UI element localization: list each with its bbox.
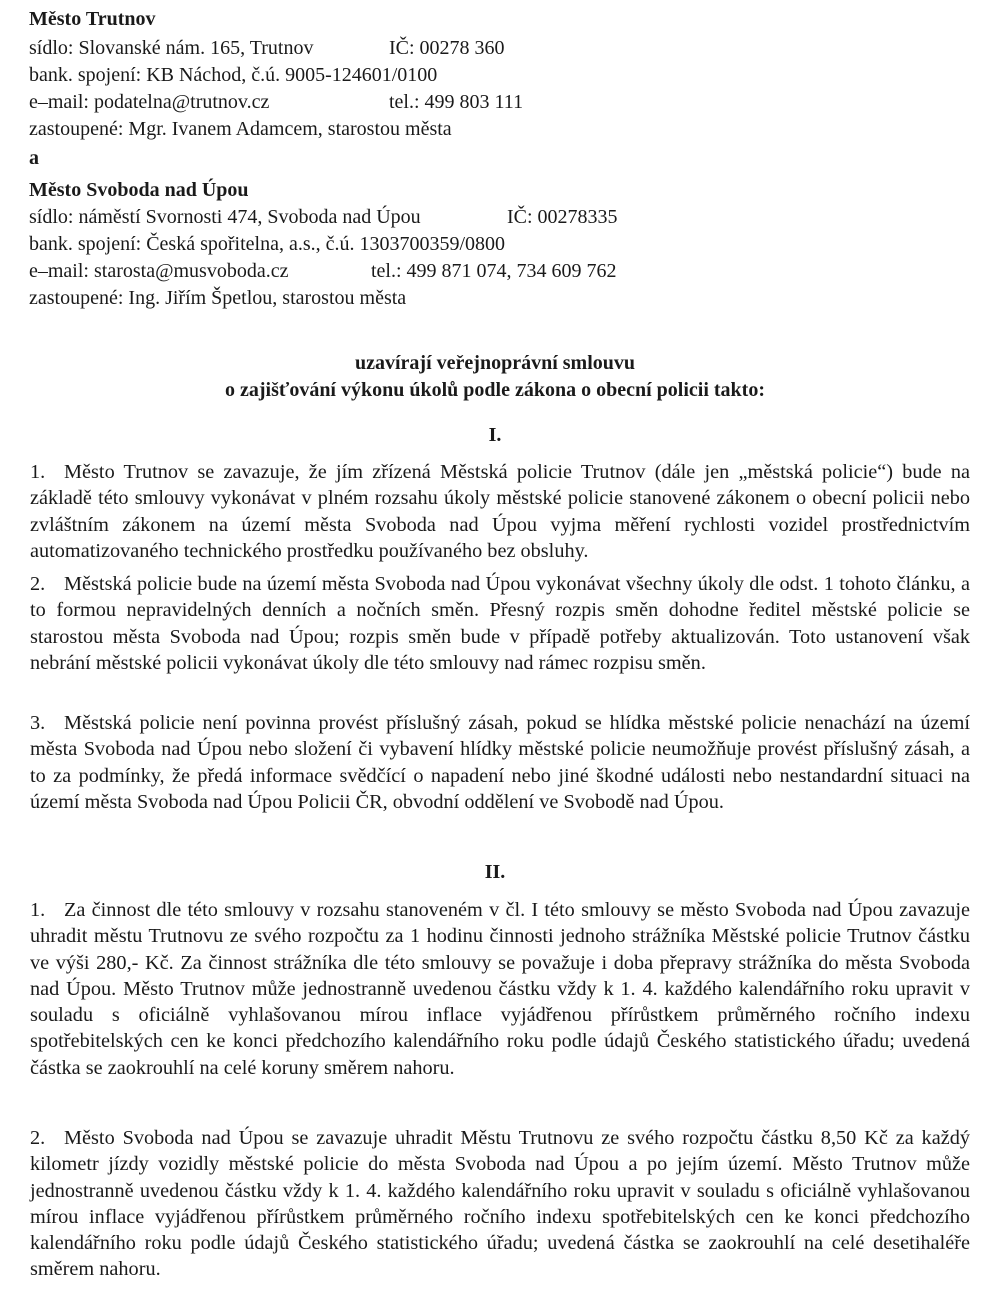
party1-contact xyxy=(29,90,523,114)
paragraph-number: 3. xyxy=(30,712,46,734)
connector-a: a xyxy=(29,147,39,169)
paragraph-number: 1. xyxy=(30,899,46,921)
section-2-paragraph-2 xyxy=(30,1125,970,1283)
party2-representative: zastoupené: Ing. Jiřím Špetlou, starostou města xyxy=(29,287,407,309)
paragraph-text: Městská policie není povinna provést příslušný zásah, pokud se hlídka městské policie nenachází na území města Svoboda nad Úpou nebo složení či vybavení hlídky městské policie neumožňuje provést příslušný zásah, a to za podmínky, že předá informace svědčící o napadení nebo jiné škodné události nebo nestandardní situaci na území města Svoboda nad Úpou Policii ČR, obvodní oddělení ve Svobodě nad Úpou. xyxy=(30,712,970,813)
paragraph-number: 2. xyxy=(30,1127,46,1149)
party1-sidlo: sídlo: Slovanské nám. 165, Trutnov xyxy=(29,37,314,59)
party1-address xyxy=(29,36,505,60)
section-2-title: II. xyxy=(484,861,506,883)
party1-tel: tel.: 499 803 111 xyxy=(389,91,524,113)
paragraph-number: 2. xyxy=(30,573,46,595)
paragraph-text: Město Svoboda nad Úpou se zavazuje uhradit Městu Trutnovu ze svého rozpočtu částku 8,50 Kč za každý kilometr jízdy vozidly městské policie do města Svoboda nad Úpou a po jejím území. Město Trutnov může jednostranně uvedenou částku vždy k 1. 4. každého kalendářního roku upravit v souladu s oficiálně vyhlašovanou mírou inflace vyjádřenou přírůstkem průměrného ročního indexu spotřebitelských cen ke konci předchozího kalendářního roku podle údajů Českého statistického úřadu; uvedená částka se zaokrouhlí na celé desetihaléře směrem nahoru. xyxy=(30,1127,970,1281)
contract-heading-line2: o zajišťování výkonu úkolů podle zákona o obecní policii takto: xyxy=(225,379,765,401)
section-2-paragraph-1 xyxy=(30,897,970,1081)
section-1-paragraph-2 xyxy=(30,571,970,676)
party2-tel: tel.: 499 871 074, 734 609 762 xyxy=(371,260,617,282)
paragraph-number: 1. xyxy=(30,461,46,483)
party1-email: e–mail: podatelna@trutnov.cz xyxy=(29,91,270,113)
party2-ic: IČ: 00278335 xyxy=(507,206,618,228)
party2-name: Město Svoboda nad Úpou xyxy=(29,179,249,201)
party2-address xyxy=(29,205,618,229)
party1-representative: zastoupené: Mgr. Ivanem Adamcem, starostou města xyxy=(29,118,452,140)
paragraph-text: Za činnost dle této smlouvy v rozsahu stanoveném v čl. I této smlouvy se město Svoboda nad Úpou zavazuje uhradit městu Trutnovu ze svého rozpočtu za 1 hodinu činnosti jednoho strážníka Městské policie Trutnov částku ve výši 280,- Kč. Za činnost strážníka dle této smlouvy se považuje i doba přepravy strážníka do města Svoboda nad Úpou. Město Trutnov může jednostranně uvedenou částku vždy k 1. 4. každého kalendářního roku upravit v souladu s oficiálně vyhlašovanou mírou inflace vyjádřenou přírůstkem průměrného ročního indexu spotřebitelských cen ke konci předchozího kalendářního roku podle údajů Českého statistického úřadu; uvedená částka se zaokrouhlí na celé koruny směrem nahoru. xyxy=(30,899,970,1079)
party1-ic: IČ: 00278 360 xyxy=(389,37,505,59)
party2-bank: bank. spojení: Česká spořitelna, a.s., č.ú. 1303700359/0800 xyxy=(29,233,506,255)
section-1-title: I. xyxy=(488,424,502,446)
contract-heading-line1: uzavírají veřejnoprávní smlouvu xyxy=(355,352,635,374)
party2-email: e–mail: starosta@musvoboda.cz xyxy=(29,260,289,282)
section-1-paragraph-3 xyxy=(30,710,970,815)
party2-sidlo: sídlo: náměstí Svornosti 474, Svoboda nad Úpou xyxy=(29,206,421,228)
party1-name: Město Trutnov xyxy=(29,8,156,30)
party2-contact xyxy=(29,259,617,283)
paragraph-text: Město Trutnov se zavazuje, že jím zřízená Městská policie Trutnov (dále jen „městská policie“) bude na základě této smlouvy vykonávat v plném rozsahu úkoly městské policie stanovené zákonem o obecní policii nebo zvláštním zákonem na území města Svoboda nad Úpou vyjma měření rychlosti vozidel prostřednictvím automatizovaného technického prostředku používaného bez obsluhy. xyxy=(30,461,970,562)
paragraph-text: Městská policie bude na území města Svoboda nad Úpou vykonávat všechny úkoly dle odst. 1 tohoto článku, a to formou nepravidelných denních a nočních směn. Přesný rozpis směn dohodne ředitel městské policie se starostou města Svoboda nad Úpou; rozpis směn bude v případě potřeby aktualizován. Toto ustanovení však nebrání městské policii vykonávat úkoly dle této smlouvy nad rámec rozpisu směn. xyxy=(30,573,970,674)
section-1-paragraph-1 xyxy=(30,459,970,564)
party1-bank: bank. spojení: KB Náchod, č.ú. 9005-124601/0100 xyxy=(29,64,438,86)
